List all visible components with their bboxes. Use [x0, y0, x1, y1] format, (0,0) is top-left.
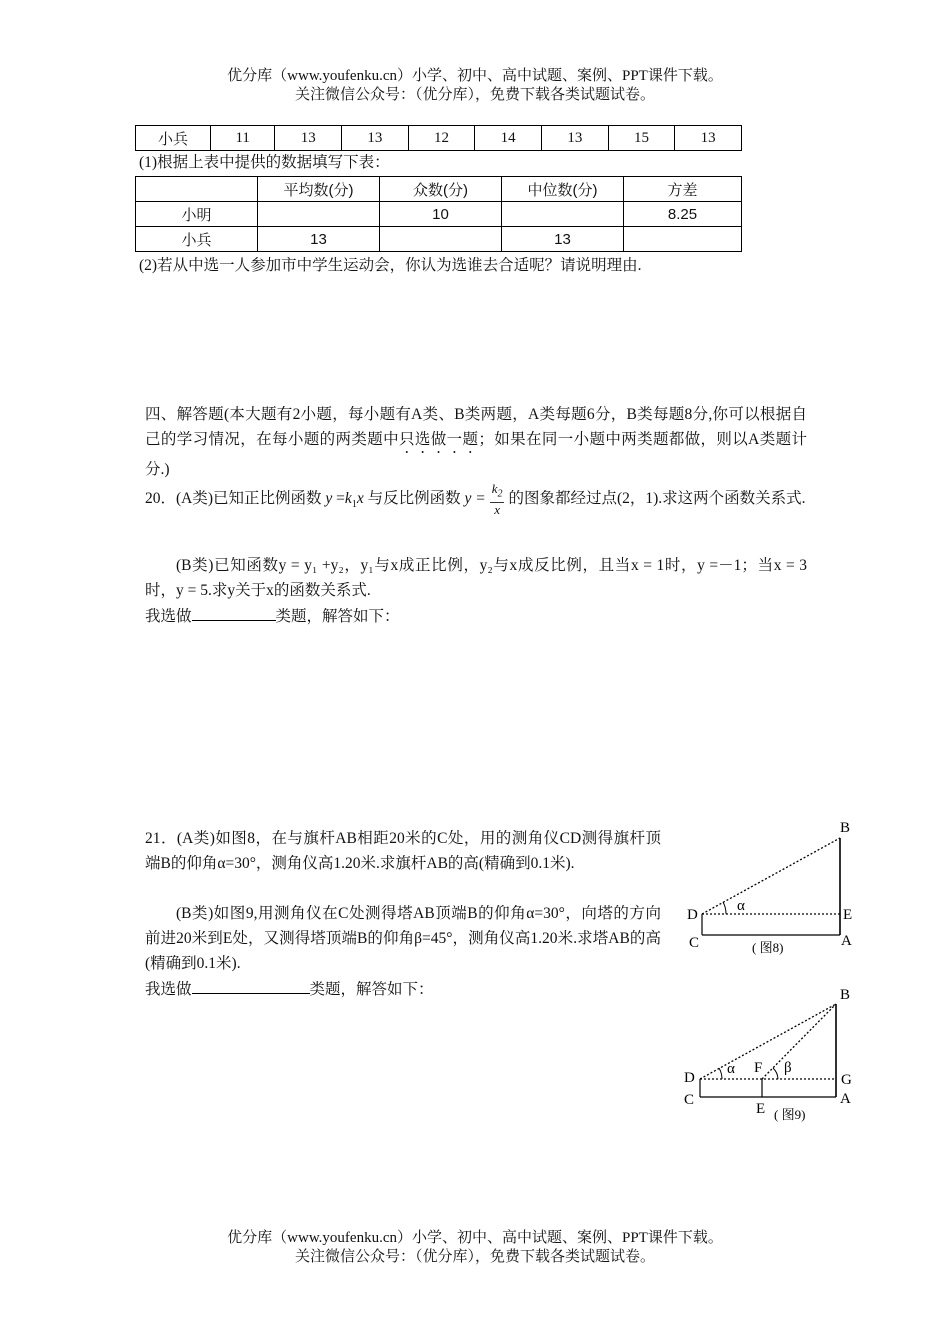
footer-line-2: 关注微信公众号：（优分库），免费下载各类试题试卷。 [294, 1249, 655, 1265]
score-name-cell: 小兵 [136, 126, 211, 151]
page-header [0, 67, 950, 105]
figure-9-caption: ( 图9) [774, 1107, 806, 1122]
fraction-denominator: x [494, 501, 500, 517]
header-line-1: 优分库（www.youfenku.cn）小学、初中、高中试题、案例、PPT课件下载。 [227, 68, 723, 84]
score-cell: 13 [542, 126, 609, 151]
label-B: B [840, 820, 851, 836]
sight-line-alpha [700, 1004, 836, 1079]
score-cell: 14 [475, 126, 542, 151]
label-G: G [841, 1072, 852, 1088]
table-cell [502, 202, 624, 227]
q20-a-suffix: 的图象都经过点(2，1).求这两个函数关系式. [508, 489, 806, 507]
label-F: F [754, 1060, 763, 1076]
sight-line [702, 838, 840, 914]
header-cell: 中位数(分) [502, 177, 624, 202]
score-cell: 12 [408, 126, 475, 151]
stats-table [135, 176, 742, 252]
formula-y: y [325, 489, 333, 507]
q20-a-prefix: 20．(A类)已知正比例函数 [145, 489, 322, 507]
angle-arc-alpha [719, 1068, 722, 1079]
fraction-numerator [490, 482, 505, 503]
question-20-a [145, 482, 807, 518]
choice-blank[interactable] [192, 977, 310, 994]
choose-prefix: 我选做 [145, 608, 192, 625]
label-E: E [756, 1101, 766, 1117]
score-cell: 11 [211, 126, 275, 151]
section-4-part2: ；如果在同一小题中两类题都做，则以A类题计分.) [145, 431, 807, 478]
frac-k-sub: 2 [497, 488, 503, 500]
table-cell: 13 [502, 227, 624, 252]
choice-blank[interactable] [192, 604, 276, 621]
section-4-part1: 四、解答题(本大题有2小题，每小题有A类、B类两题，A类每题6分，B类每题8分,你可以根据自己的学习情况，在每小题的两类题中 [145, 406, 807, 448]
question-20-b: (B类)已知函数y = y₁ +y₂，y₁与x成正比例，y₂与x成反比例，且当x = 1时，y =－1；当x = 3时，y = 5.求y关于x的函数关系式. [145, 557, 807, 599]
choose-suffix: 类题，解答如下： [309, 981, 434, 998]
header-cell: 众数(分) [380, 177, 502, 202]
table-cell: 13 [258, 227, 380, 252]
table-row [136, 202, 742, 227]
page-footer [0, 1229, 950, 1267]
figure-8 [680, 815, 860, 960]
sight-line-beta [762, 1004, 836, 1079]
label-alpha: α [737, 898, 745, 914]
label-C: C [689, 935, 700, 951]
label-A: A [840, 1091, 851, 1107]
table-cell: 8.25 [624, 202, 742, 227]
formula-eq: = [336, 489, 345, 507]
score-cell: 13 [675, 126, 742, 151]
table-cell [258, 202, 380, 227]
question-20-choice [145, 604, 400, 628]
header-cell [136, 177, 258, 202]
fraction [490, 482, 505, 517]
section-4-instructions [145, 402, 807, 482]
choose-suffix: 类题，解答如下： [275, 608, 400, 625]
score-cell: 13 [342, 126, 409, 151]
choose-prefix: 我选做 [145, 981, 192, 998]
formula2-lhs: y = [464, 489, 486, 507]
label-A: A [841, 933, 852, 949]
q20-a-mid: 与反比例函数 [367, 489, 461, 507]
label-alpha: α [727, 1061, 735, 1077]
angle-arc [723, 902, 726, 914]
table-row [136, 126, 742, 151]
question-2-text: (2)若从中选一人参加市中学生运动会，你认为选谁去合适呢？请说明理由. [139, 257, 642, 274]
question-1-text: (1)根据上表中提供的数据填写下表： [139, 154, 390, 171]
label-E: E [843, 907, 853, 923]
header-cell: 平均数(分) [258, 177, 380, 202]
label-D: D [684, 1070, 695, 1086]
label-D: D [687, 907, 698, 923]
table-row [136, 227, 742, 252]
score-cell: 13 [275, 126, 342, 151]
frac-k: k [491, 481, 498, 496]
question-21-a: 21．(A类)如图8，在与旗杆AB相距20米的C处，用的测角仪CD测得旗杆顶端B的仰角α=30°，测角仪高1.20米.求旗杆AB的高(精确到0.1米). [145, 830, 661, 872]
table-cell [380, 227, 502, 252]
table-cell: 小明 [136, 202, 258, 227]
table-header-row [136, 177, 742, 202]
angle-arc-beta [773, 1068, 778, 1079]
question-21-choice [145, 977, 434, 1001]
score-cell: 15 [608, 126, 675, 151]
question-21-b: (B类)如图9,用测角仪在C处测得塔AB顶端B的仰角α=30°，向塔的方向前进20米到E处，又测得塔顶端B的仰角β=45°，测角仪高1.20米.求塔AB的高(精确到0.1米). [145, 905, 661, 972]
label-C: C [684, 1092, 695, 1108]
header-line-2: 关注微信公众号：（优分库），免费下载各类试题试卷。 [294, 87, 655, 103]
formula-k-sub: 1 [351, 498, 357, 510]
section-4-emphasis: 只选做一题 [398, 431, 479, 448]
label-beta: β [784, 1060, 792, 1076]
figure-9 [680, 983, 860, 1128]
formula-x: x [356, 489, 364, 507]
header-cell: 方差 [624, 177, 742, 202]
label-B: B [840, 987, 851, 1003]
footer-line-1: 优分库（www.youfenku.cn）小学、初中、高中试题、案例、PPT课件下载。 [227, 1230, 723, 1246]
score-table [135, 125, 742, 151]
formula-k: k [344, 489, 352, 507]
table-cell [624, 227, 742, 252]
table-cell: 小兵 [136, 227, 258, 252]
figure-8-caption: ( 图8) [752, 940, 784, 955]
table-cell: 10 [380, 202, 502, 227]
